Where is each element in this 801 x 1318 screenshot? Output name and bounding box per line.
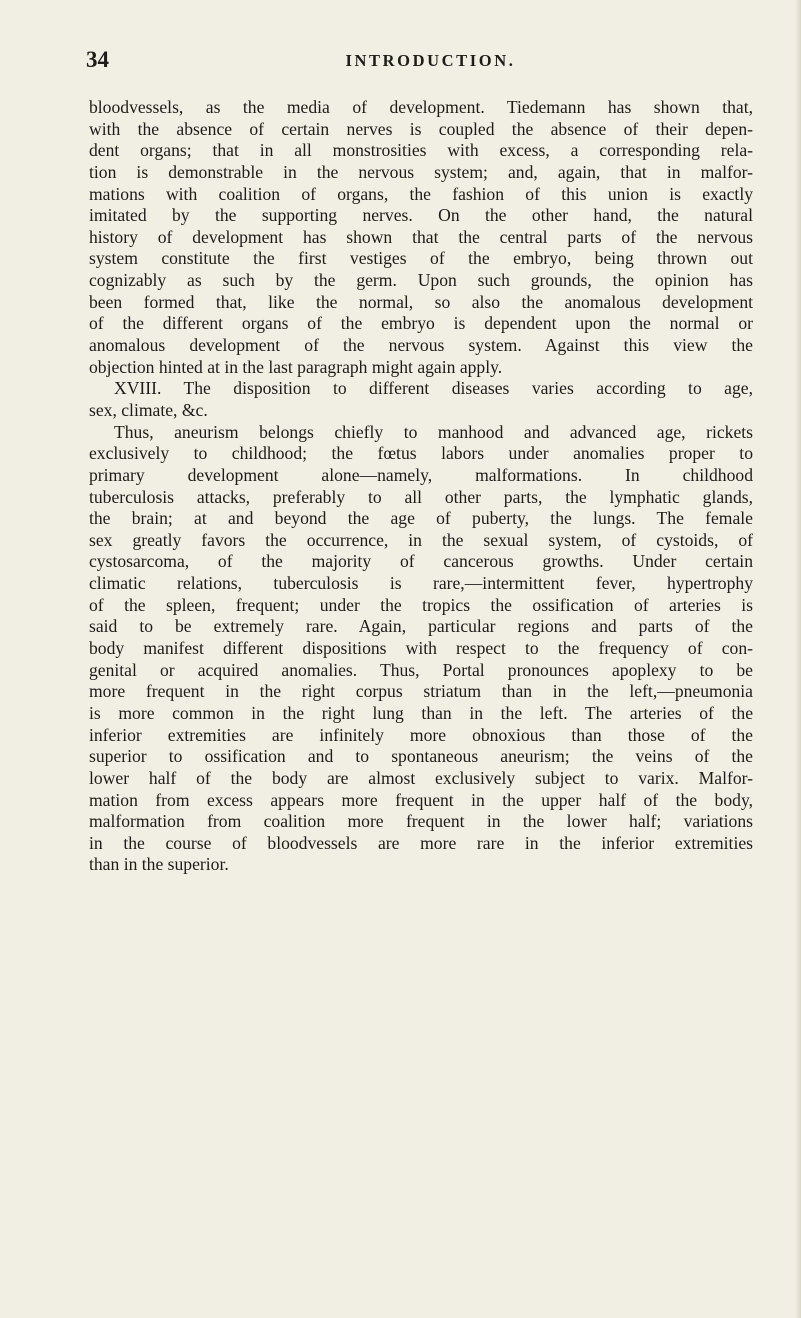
text-line: history of development has shown that the central parts of the nervous	[89, 226, 753, 247]
text-line: imitated by the supporting nerves. On the other hand, the natural	[89, 205, 753, 226]
text-line: exclusively to childhood; the fœtus labors under anomalies proper to	[89, 443, 753, 464]
text-line: primary development alone—namely, malformations. In childhood	[89, 464, 753, 485]
text-line: in the course of bloodvessels are more rare in the inferior extremities	[89, 832, 753, 853]
text-line: sex greatly favors the occurrence, in the sexual system, of cystoids, of	[89, 529, 753, 550]
text-line: than in the superior.	[89, 854, 229, 875]
text-line: of the spleen, frequent; under the tropics the ossification of arteries is	[89, 594, 753, 615]
text-line: superior to ossification and to spontaneous aneurism; the veins of the	[89, 746, 753, 767]
section-heading-paragraph	[89, 378, 753, 421]
text-line: of the different organs of the embryo is dependent upon the normal or	[89, 313, 753, 334]
text-line: with the absence of certain nerves is coupled the absence of their depen-	[89, 118, 753, 139]
text-line: climatic relations, tuberculosis is rare,—intermittent fever, hypertrophy	[89, 573, 753, 594]
text-line: body manifest different dispositions with respect to the frequency of con-	[89, 638, 753, 659]
text-line: genital or acquired anomalies. Thus, Portal pronounces apoplexy to be	[89, 659, 753, 680]
text-line: anomalous development of the nervous system. Against this view the	[89, 335, 753, 356]
text-line: malformation from coalition more frequent in the lower half; variations	[89, 811, 753, 832]
text-line: been formed that, like the normal, so also the anomalous development	[89, 291, 753, 312]
text-line: cystosarcoma, of the majority of cancerous growths. Under certain	[89, 551, 753, 572]
text-line: the brain; at and beyond the age of puberty, the lungs. The female	[89, 508, 753, 529]
text-line: cognizably as such by the germ. Upon such grounds, the opinion has	[89, 270, 753, 291]
text-line: bloodvessels, as the media of development. Tiedemann has shown that,	[89, 97, 753, 117]
text-line: XVIII. The disposition to different diseases varies according to age,	[114, 378, 753, 399]
text-line: mation from excess appears more frequent in the upper half of the body,	[89, 789, 753, 810]
paragraph-continuation	[89, 97, 753, 378]
text-line: sex, climate, &c.	[89, 399, 208, 420]
text-line: tuberculosis attacks, preferably to all other parts, the lymphatic glands,	[89, 486, 753, 507]
text-line: Thus, aneurism belongs chiefly to manhood and advanced age, rickets	[114, 421, 753, 442]
page-number: 34	[86, 47, 109, 72]
paragraph	[89, 422, 753, 876]
text-line: more frequent in the right corpus striatum than in the left,—pneumonia	[89, 681, 753, 702]
text-line: is more common in the right lung than in the left. The arteries of the	[89, 702, 753, 723]
text-line: mations with coalition of organs, the fashion of this union is exactly	[89, 183, 753, 204]
text-line: system constitute the first vestiges of the embryo, being thrown out	[89, 248, 753, 269]
text-line: objection hinted at in the last paragraph might again apply.	[89, 356, 503, 377]
text-line: said to be extremely rare. Again, particular regions and parts of the	[89, 616, 753, 637]
text-line: inferior extremities are infinitely more obnoxious than those of the	[89, 724, 753, 745]
running-head	[86, 46, 751, 76]
running-title: INTRODUCTION.	[345, 51, 516, 70]
text-line: dent organs; that in all monstrosities with excess, a corresponding rela-	[89, 140, 753, 161]
text-line: tion is demonstrable in the nervous system; and, again, that in malfor-	[89, 161, 753, 182]
text-line: lower half of the body are almost exclusively subject to varix. Malfor-	[89, 767, 753, 788]
body-text	[89, 97, 753, 876]
page-edge-shadow	[795, 0, 801, 1318]
